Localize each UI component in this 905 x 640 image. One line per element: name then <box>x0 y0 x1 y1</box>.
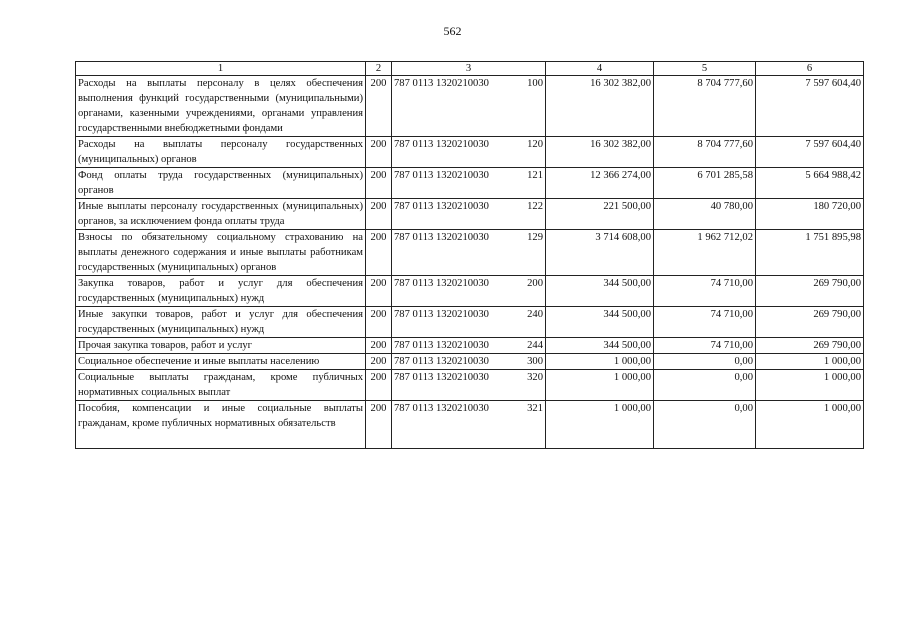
expense-name-cell: Расходы на выплаты персоналу в целях обеспечения выполнения функций государственными (муниципальными) органами, казенными учреждениями, органами управления государственными внебюджетными фондами <box>76 76 366 137</box>
expense-type-code: 200 <box>527 278 543 289</box>
expense-type-code: 244 <box>527 340 543 351</box>
table-body <box>76 76 864 449</box>
amount-col-6-cell: 5 664 988,42 <box>756 168 864 199</box>
header-col-4: 4 <box>546 62 654 76</box>
amount-col-6-cell: 7 597 604,40 <box>756 76 864 137</box>
expense-name-cell: Расходы на выплаты персоналу государственных (муниципальных) органов <box>76 137 366 168</box>
classification-code: 787 0113 1320210030 <box>394 232 489 243</box>
classification-code: 787 0113 1320210030 <box>394 139 489 150</box>
amount-col-5-cell: 74 710,00 <box>654 276 756 307</box>
budget-code-cell <box>392 401 546 449</box>
amount-col-5-cell: 1 962 712,02 <box>654 230 756 276</box>
budget-code-cell <box>392 276 546 307</box>
grbs-code-cell: 200 <box>366 137 392 168</box>
grbs-code-cell: 200 <box>366 76 392 137</box>
classification-code: 787 0113 1320210030 <box>394 356 489 367</box>
amount-col-4-cell: 1 000,00 <box>546 370 654 401</box>
budget-code-cell <box>392 137 546 168</box>
grbs-code-cell: 200 <box>366 354 392 370</box>
expense-name-cell: Прочая закупка товаров, работ и услуг <box>76 338 366 354</box>
table-row <box>76 137 864 168</box>
expense-name-cell: Иные закупки товаров, работ и услуг для обеспечения государственных (муниципальных) нужд <box>76 307 366 338</box>
grbs-code-cell: 200 <box>366 401 392 449</box>
expense-name-cell: Фонд оплаты труда государственных (муниципальных) органов <box>76 168 366 199</box>
amount-col-4-cell: 221 500,00 <box>546 199 654 230</box>
grbs-code-cell: 200 <box>366 168 392 199</box>
expense-name-cell: Иные выплаты персоналу государственных (муниципальных) органов, за исключением фонда оплаты труда <box>76 199 366 230</box>
budget-code-cell <box>392 199 546 230</box>
amount-col-4-cell: 3 714 608,00 <box>546 230 654 276</box>
table-row <box>76 276 864 307</box>
amount-col-5-cell: 6 701 285,58 <box>654 168 756 199</box>
amount-col-5-cell: 8 704 777,60 <box>654 76 756 137</box>
expense-type-code: 100 <box>527 78 543 89</box>
classification-code: 787 0113 1320210030 <box>394 201 489 212</box>
amount-col-6-cell: 180 720,00 <box>756 199 864 230</box>
table-row <box>76 354 864 370</box>
budget-code-cell <box>392 307 546 338</box>
header-col-1: 1 <box>76 62 366 76</box>
amount-col-5-cell: 0,00 <box>654 370 756 401</box>
classification-code: 787 0113 1320210030 <box>394 170 489 181</box>
expense-type-code: 120 <box>527 139 543 150</box>
expense-name-cell: Закупка товаров, работ и услуг для обеспечения государственных (муниципальных) нужд <box>76 276 366 307</box>
expense-name-cell: Пособия, компенсации и иные социальные выплаты гражданам, кроме публичных нормативных обязательств <box>76 401 366 449</box>
grbs-code-cell: 200 <box>366 338 392 354</box>
amount-col-6-cell: 7 597 604,40 <box>756 137 864 168</box>
table-row <box>76 199 864 230</box>
amount-col-4-cell: 16 302 382,00 <box>546 76 654 137</box>
header-col-2: 2 <box>366 62 392 76</box>
expense-type-code: 121 <box>527 170 543 181</box>
expense-type-code: 129 <box>527 232 543 243</box>
amount-col-4-cell: 344 500,00 <box>546 307 654 338</box>
budget-code-cell <box>392 168 546 199</box>
budget-code-cell <box>392 76 546 137</box>
amount-col-5-cell: 0,00 <box>654 401 756 449</box>
budget-code-cell <box>392 370 546 401</box>
amount-col-6-cell: 269 790,00 <box>756 276 864 307</box>
grbs-code-cell: 200 <box>366 230 392 276</box>
classification-code: 787 0113 1320210030 <box>394 278 489 289</box>
table-row <box>76 370 864 401</box>
budget-code-cell <box>392 230 546 276</box>
budget-code-cell <box>392 354 546 370</box>
expense-type-code: 320 <box>527 372 543 383</box>
table-row <box>76 401 864 449</box>
table-row <box>76 168 864 199</box>
amount-col-6-cell: 1 000,00 <box>756 354 864 370</box>
expense-name-cell: Социальное обеспечение и иные выплаты населению <box>76 354 366 370</box>
grbs-code-cell: 200 <box>366 307 392 338</box>
amount-col-4-cell: 1 000,00 <box>546 401 654 449</box>
grbs-code-cell: 200 <box>366 199 392 230</box>
budget-table <box>75 61 864 449</box>
classification-code: 787 0113 1320210030 <box>394 340 489 351</box>
classification-code: 787 0113 1320210030 <box>394 403 489 414</box>
amount-col-4-cell: 344 500,00 <box>546 338 654 354</box>
amount-col-5-cell: 74 710,00 <box>654 307 756 338</box>
expense-type-code: 300 <box>527 356 543 367</box>
header-col-3: 3 <box>392 62 546 76</box>
amount-col-4-cell: 1 000,00 <box>546 354 654 370</box>
amount-col-6-cell: 269 790,00 <box>756 338 864 354</box>
amount-col-4-cell: 12 366 274,00 <box>546 168 654 199</box>
header-row <box>76 62 864 76</box>
classification-code: 787 0113 1320210030 <box>394 309 489 320</box>
header-col-6: 6 <box>756 62 864 76</box>
table-row <box>76 76 864 137</box>
grbs-code-cell: 200 <box>366 276 392 307</box>
amount-col-5-cell: 8 704 777,60 <box>654 137 756 168</box>
expense-type-code: 321 <box>527 403 543 414</box>
expense-type-code: 122 <box>527 201 543 212</box>
amount-col-4-cell: 344 500,00 <box>546 276 654 307</box>
amount-col-5-cell: 74 710,00 <box>654 338 756 354</box>
expense-type-code: 240 <box>527 309 543 320</box>
amount-col-6-cell: 269 790,00 <box>756 307 864 338</box>
table-row <box>76 307 864 338</box>
table-row <box>76 338 864 354</box>
amount-col-5-cell: 0,00 <box>654 354 756 370</box>
classification-code: 787 0113 1320210030 <box>394 78 489 89</box>
classification-code: 787 0113 1320210030 <box>394 372 489 383</box>
amount-col-6-cell: 1 000,00 <box>756 370 864 401</box>
expense-name-cell: Взносы по обязательному социальному страхованию на выплаты денежного содержания и иные выплаты работникам государственных (муниципальных) органов <box>76 230 366 276</box>
budget-code-cell <box>392 338 546 354</box>
amount-col-4-cell: 16 302 382,00 <box>546 137 654 168</box>
expense-name-cell: Социальные выплаты гражданам, кроме публичных нормативных социальных выплат <box>76 370 366 401</box>
table-header <box>76 62 864 76</box>
table-row <box>76 230 864 276</box>
amount-col-6-cell: 1 000,00 <box>756 401 864 449</box>
amount-col-5-cell: 40 780,00 <box>654 199 756 230</box>
amount-col-6-cell: 1 751 895,98 <box>756 230 864 276</box>
header-col-5: 5 <box>654 62 756 76</box>
grbs-code-cell: 200 <box>366 370 392 401</box>
page-number: 562 <box>443 24 462 38</box>
